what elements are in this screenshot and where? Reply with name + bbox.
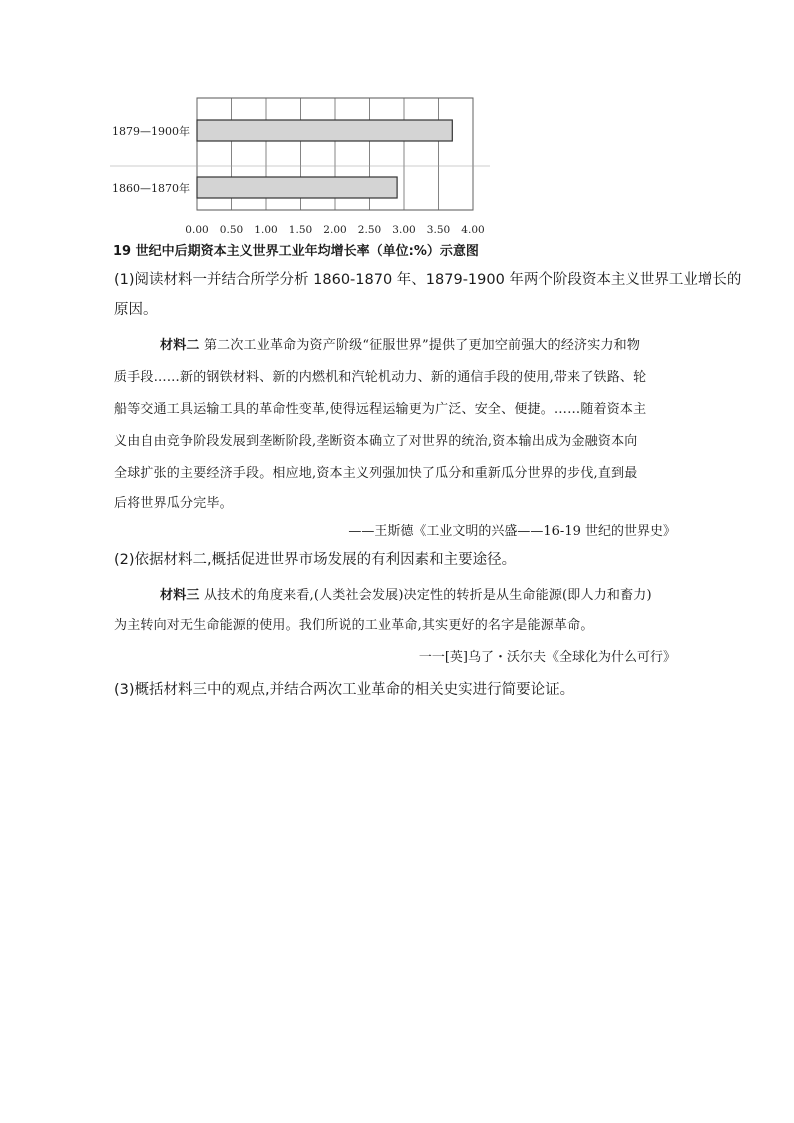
material-2-line-1: 材料二 第二次工业革命为资产阶级“征服世界”提供了更加空前强大的经济实力和物 [160, 338, 641, 353]
question-3: (3)概括材料三中的观点,并结合两次工业革命的相关史实进行简要论证。 [114, 682, 575, 698]
material-2-line-5: 全球扩张的主要经济手段。相应地,资本主义列强加快了瓜分和重新瓜分世界的步伐,直到最 [114, 466, 638, 481]
material-2-label: 材料二 [160, 338, 200, 353]
material-3-source: 一一[英]乌了・沃尔夫《全球化为什么可行》 [418, 650, 676, 665]
tick-label: 3.50 [426, 224, 451, 236]
material-3-label: 材料三 [160, 588, 200, 603]
category-label: 1879—1900年 [112, 125, 190, 138]
chart-bars [197, 120, 452, 198]
tick-label: 1.00 [254, 224, 278, 236]
tick-label: 1.50 [288, 224, 313, 236]
material-2-source: ——王斯德《工业文明的兴盛——16-19 世纪的世界史》 [348, 524, 676, 539]
growth-rate-bar-chart [110, 96, 490, 238]
question-1-line-2: 原因。 [114, 302, 158, 318]
bar [197, 120, 452, 141]
bar [197, 177, 397, 198]
tick-label: 2.00 [323, 224, 347, 236]
tick-label: 3.00 [392, 224, 416, 236]
category-labels [112, 124, 190, 195]
question-1-line-1: (1)阅读材料一并结合所学分析 1860-1870 年、1879-1900 年两个阶段资本主义世界工业增长的 [114, 272, 742, 288]
tick-label: 2.50 [357, 224, 382, 236]
question-2: (2)依据材料二,概括促进世界市场发展的有利因素和主要途径。 [114, 552, 517, 568]
material-2-line-4: 义由自由竞争阶段发展到垄断阶段,垄断资本确立了对世界的统治,资本输出成为金融资本向 [114, 434, 638, 449]
material-3-line-2: 为主转向对无生命能源的使用。我们所说的工业革命,其实更好的名字是能源革命。 [114, 618, 594, 633]
material-2-line-2: 质手段……新的钢铁材料、新的内燃机和汽轮机动力、新的通信手段的使用,带来了铁路、轮 [114, 370, 647, 385]
category-label: 1860—1870年 [112, 182, 190, 195]
material-2-line-6: 后将世界瓜分完毕。 [114, 496, 233, 511]
chart-caption: 19 世纪中后期资本主义世界工业年均增长率（单位:%）示意图 [113, 244, 479, 259]
tick-label: 0.50 [219, 224, 244, 236]
tick-label: 4.00 [461, 224, 485, 236]
material-3-line-1: 材料三 从技术的角度来看,(人类社会发展)决定性的转折是从生命能源(即人力和畜力) [160, 588, 652, 603]
tick-label: 0.00 [185, 224, 209, 236]
x-tick-labels [185, 224, 484, 236]
material-2-line-3: 船等交通工具运输工具的革命性变革,使得远程运输更为广泛、安全、便捷。……随着资本主 [114, 402, 647, 417]
